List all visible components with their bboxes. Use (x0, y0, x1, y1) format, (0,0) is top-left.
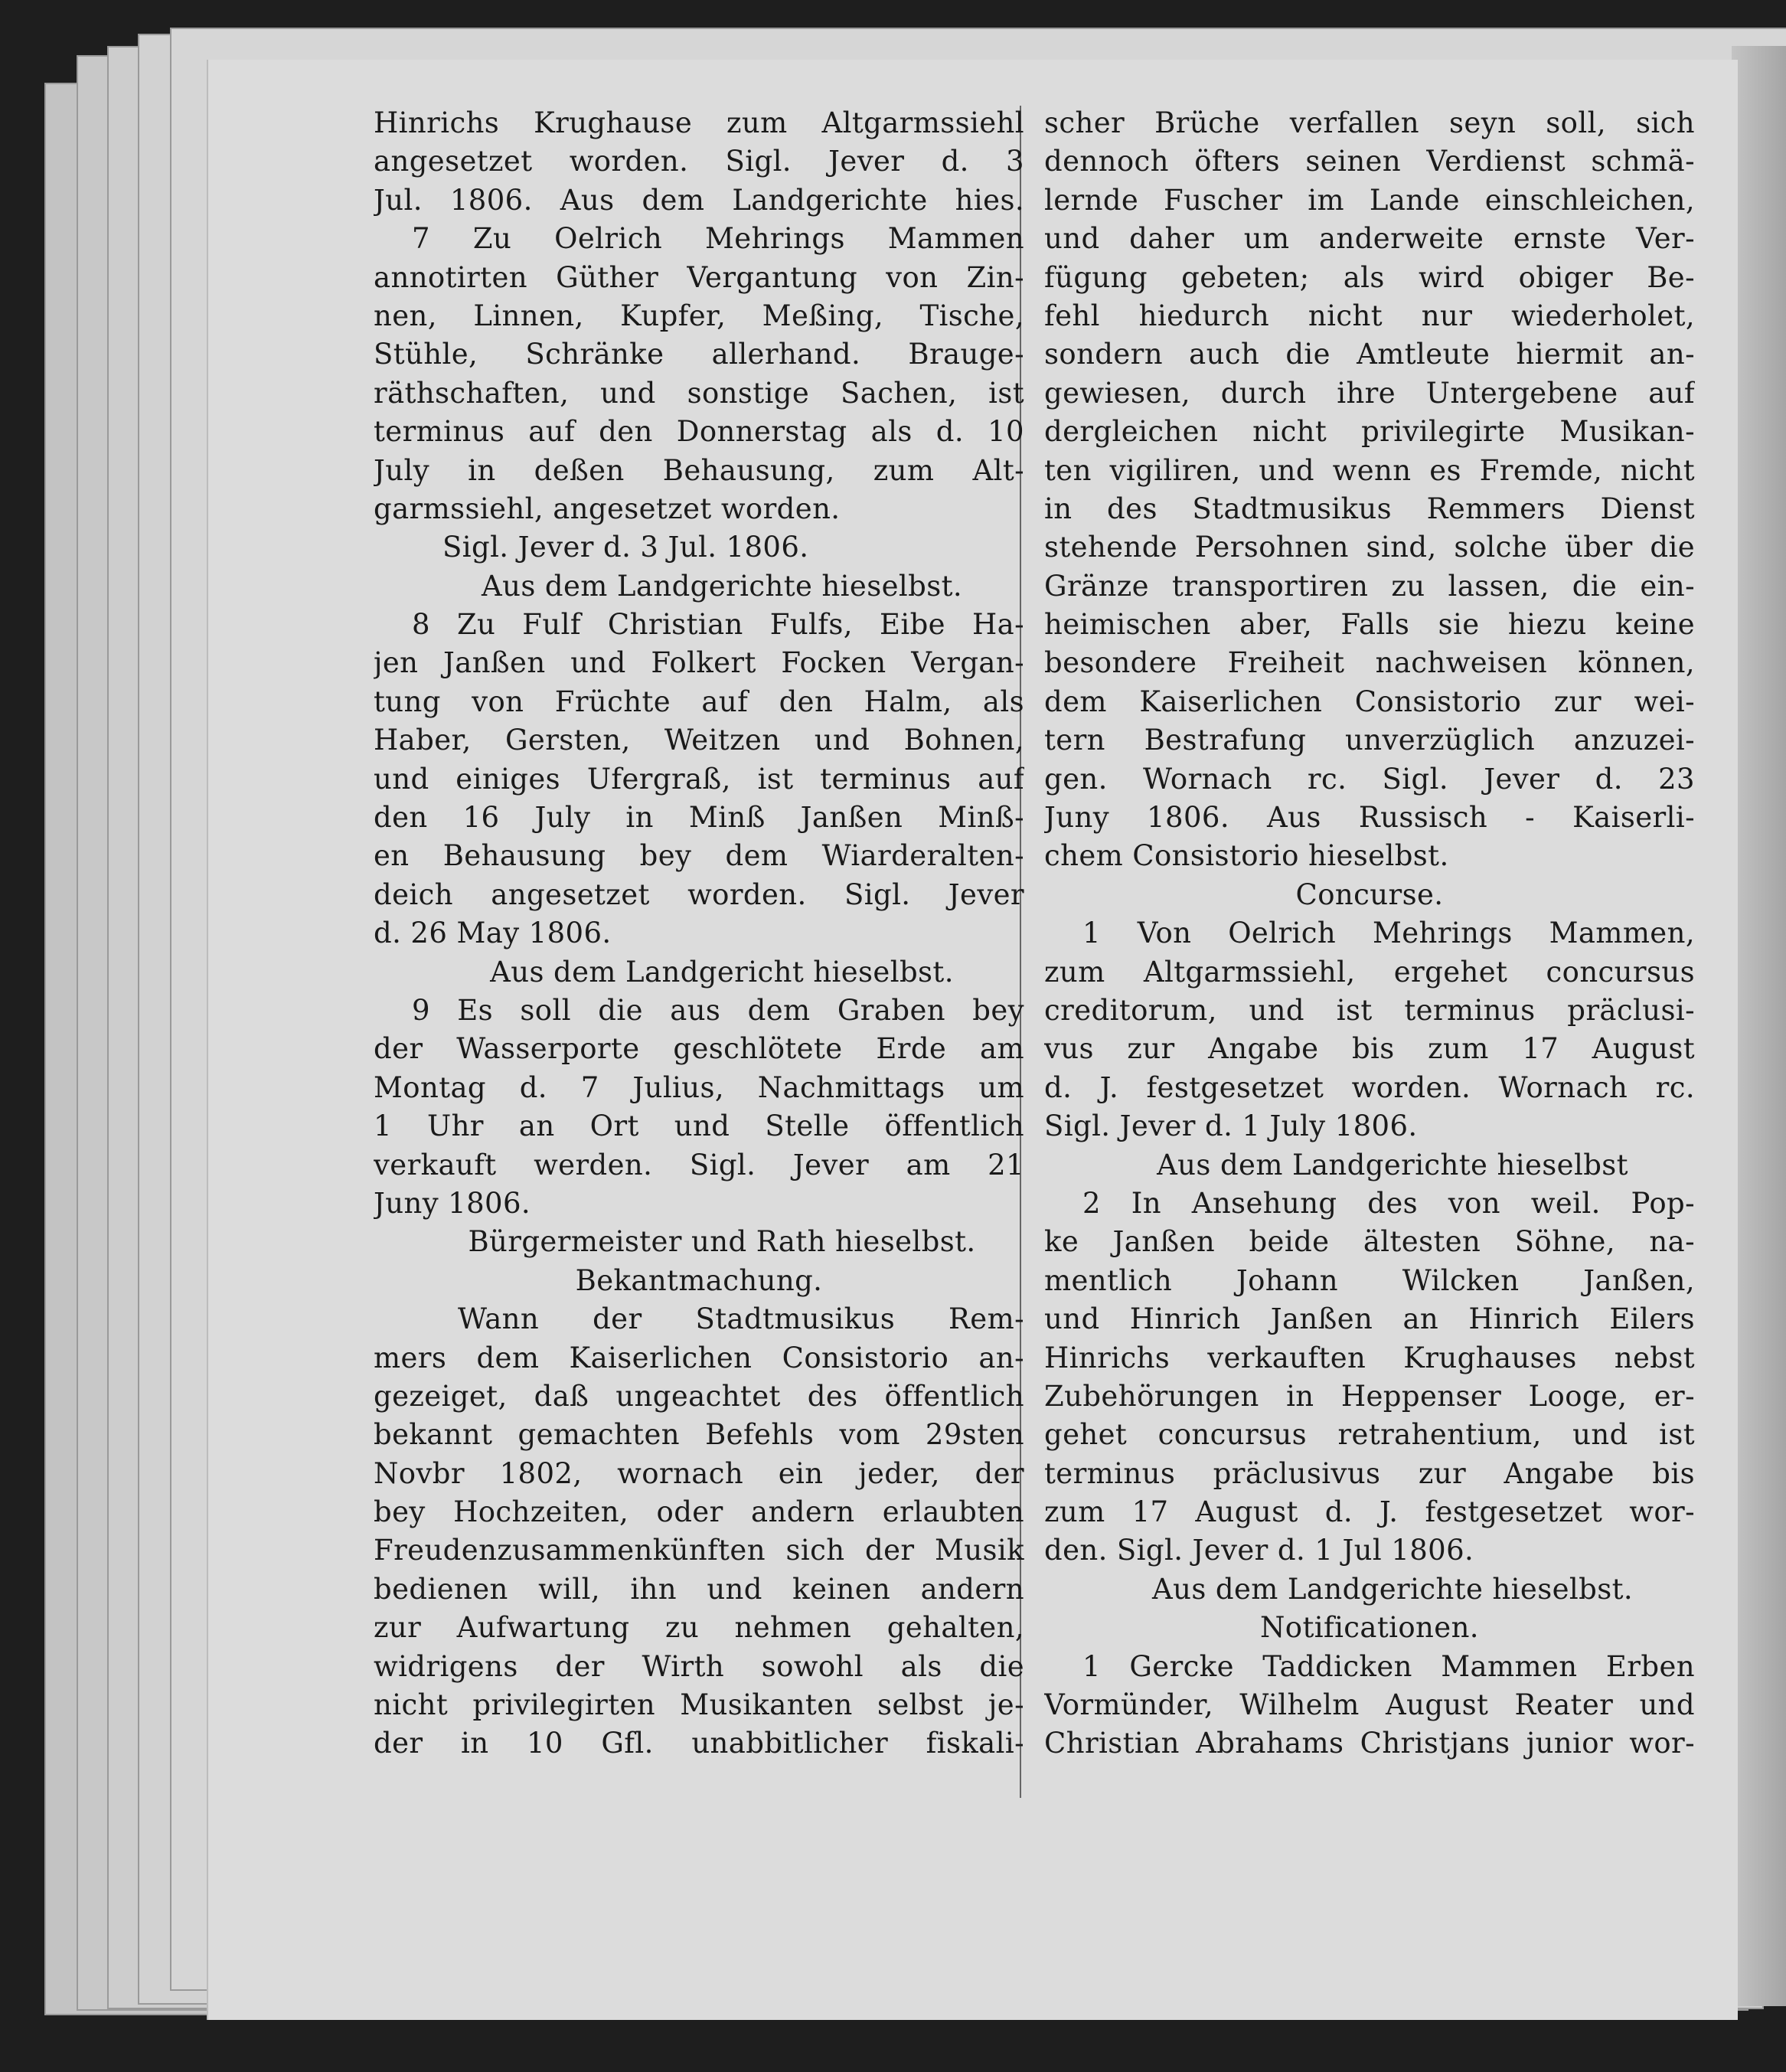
text-line: gen. Wornach rc. Sigl. Jever d. 23 (1044, 762, 1695, 796)
text-line: Sigl. Jever d. 1 July 1806. (1044, 1110, 1418, 1143)
text-line: Christian Abrahams Christjans junior wor- (1044, 1727, 1695, 1760)
text-line: Novbr 1802, wornach ein jeder, der (374, 1456, 1024, 1490)
text-line: zum Altgarmssiehl, ergehet concursus (1044, 955, 1695, 989)
text-line: chem Consistorio hieselbst. (1044, 839, 1449, 873)
text-line: scher Brüche verfallen seyn soll, sich (1044, 106, 1695, 139)
text-line: Vormünder, Wilhelm August Reater und (1044, 1688, 1695, 1722)
text-line: terminus präclusivus zur Angabe bis (1044, 1456, 1695, 1490)
text-line: nen, Linnen, Kupfer, Meßing, Tische, (374, 299, 1024, 332)
text-line: der in 10 Gfl. unabbitlicher fiskali- (374, 1727, 1024, 1760)
newspaper-page (207, 60, 1738, 2020)
text-line: verkauft werden. Sigl. Jever am 21 (374, 1148, 1024, 1181)
text-line: vus zur Angabe bis zum 17 August (1044, 1032, 1695, 1066)
text-line: 1 Uhr an Ort und Stelle öffentlich (374, 1110, 1024, 1143)
text-line: Juny 1806. (374, 1186, 531, 1220)
text-line: nicht privilegirten Musikanten selbst je- (374, 1688, 1024, 1722)
text-line: zur Aufwartung zu nehmen gehalten, (374, 1611, 1024, 1645)
text-line: ke Janßen beide ältesten Söhne, na- (1044, 1225, 1695, 1259)
text-line: 2 In Ansehung des von weil. Pop- (1082, 1186, 1695, 1220)
text-line: jen Janßen und Folkert Focken Vergan- (374, 646, 1024, 680)
text-line: Gränze transportiren zu lassen, die ein- (1044, 569, 1695, 603)
text-line: mers dem Kaiserlichen Consistorio an- (374, 1341, 1024, 1374)
text-line: dem Kaiserlichen Consistorio zur wei- (1044, 685, 1695, 718)
text-line: 9 Es soll die aus dem Graben bey (412, 993, 1024, 1027)
text-line: fehl hiedurch nicht nur wiederholet, (1044, 299, 1695, 332)
text-line: ten vigiliren, und wenn es Fremde, nicht (1044, 453, 1695, 487)
text-line: den. Sigl. Jever d. 1 Jul 1806. (1044, 1534, 1474, 1567)
text-line: lernde Fuscher im Lande einschleichen, (1044, 183, 1695, 217)
text-line: Jul. 1806. Aus dem Landgerichte hies. (374, 183, 1024, 217)
authority-line: Aus dem Landgerichte hieselbst. (481, 569, 963, 603)
text-line: besondere Freiheit nachweisen können, (1044, 646, 1695, 680)
text-line: 1 Von Oelrich Mehrings Mammen, (1082, 917, 1695, 950)
text-line: räthschaften, und sonstige Sachen, ist (374, 376, 1024, 410)
text-line: Stühle, Schränke allerhand. Brauge- (374, 338, 1024, 371)
text-line: 1 Gercke Taddicken Mammen Erben (1082, 1649, 1695, 1683)
text-line: 8 Zu Fulf Christian Fulfs, Eibe Ha- (412, 608, 1024, 642)
text-line: in des Stadtmusikus Remmers Dienst (1044, 492, 1695, 525)
section-heading: Notificationen. (1260, 1611, 1479, 1645)
next-page-edge (1732, 46, 1786, 2006)
text-line: und Hinrich Janßen an Hinrich Eilers (1044, 1302, 1695, 1336)
authority-line: Aus dem Landgerichte hieselbst (1157, 1148, 1628, 1181)
text-line: Hinrichs verkauften Krughauses nebst (1044, 1341, 1695, 1374)
text-line: Hinrichs Krughause zum Altgarmssiehl (374, 106, 1024, 139)
text-line: Freudenzusammenkünften sich der Musik (374, 1534, 1024, 1567)
authority-line: Aus dem Landgerichte hieselbst. (1151, 1572, 1634, 1606)
text-line: d. J. festgesetzet worden. Wornach rc. (1044, 1070, 1695, 1104)
text-line: terminus auf den Donnerstag als d. 10 (374, 415, 1024, 449)
text-line: gehet concursus retrahentium, und ist (1044, 1418, 1695, 1452)
text-line: bekannt gemachten Befehls vom 29sten (374, 1418, 1024, 1452)
text-line: deich angesetzet worden. Sigl. Jever (374, 877, 1024, 911)
text-line: tung von Früchte auf den Halm, als (374, 685, 1024, 718)
text-line: gewiesen, durch ihre Untergebene auf (1044, 376, 1695, 410)
text-line: zum 17 August d. J. festgesetzet wor- (1044, 1495, 1695, 1529)
text-line: und einiges Ufergraß, ist terminus auf (374, 762, 1024, 796)
text-line: sondern auch die Amtleute hiermit an- (1044, 338, 1695, 371)
text-line: Zubehörungen in Heppenser Looge, er- (1044, 1379, 1695, 1413)
text-line: widrigens der Wirth sowohl als die (374, 1649, 1024, 1683)
section-heading: Concurse. (1295, 877, 1444, 911)
text-line: July in deßen Behausung, zum Alt- (374, 453, 1024, 487)
text-line: 7 Zu Oelrich Mehrings Mammen (412, 222, 1024, 256)
right-column (1044, 104, 1695, 1763)
text-line: creditorum, und ist terminus präclusi- (1044, 993, 1695, 1027)
section-heading: Bekantmachung. (575, 1263, 823, 1297)
authority-line: Aus dem Landgericht hieselbst. (490, 955, 954, 989)
text-line: annotirten Güther Vergantung von Zin- (374, 260, 1024, 294)
text-line: garmssiehl, angesetzet worden. (374, 492, 841, 525)
left-column (374, 104, 1024, 1763)
text-line: dennoch öfters seinen Verdienst schmä- (1044, 145, 1695, 178)
text-line: mentlich Johann Wilcken Janßen, (1044, 1263, 1695, 1297)
text-line: Wann der Stadtmusikus Rem- (458, 1302, 1024, 1336)
text-line: dergleichen nicht privilegirte Musikan- (1044, 415, 1695, 449)
authority-line: Bürgermeister und Rath hieselbst. (468, 1225, 976, 1259)
text-line: gezeiget, daß ungeachtet des öffentlich (374, 1379, 1024, 1413)
text-line: bedienen will, ihn und keinen andern (374, 1572, 1024, 1606)
text-line: Juny 1806. Aus Russisch - Kaiserli- (1044, 801, 1695, 835)
text-line: den 16 July in Minß Janßen Minß- (374, 801, 1024, 835)
text-line: en Behausung bey dem Wiarderalten- (374, 839, 1024, 873)
text-line: heimischen aber, Falls sie hiezu keine (1044, 608, 1695, 642)
text-line: und daher um anderweite ernste Ver- (1044, 222, 1695, 256)
text-line: der Wasserporte geschlötete Erde am (374, 1032, 1024, 1066)
text-line: stehende Persohnen sind, solche über die (1044, 531, 1695, 564)
text-line: Montag d. 7 Julius, Nachmittags um (374, 1070, 1024, 1104)
text-line: Haber, Gersten, Weitzen und Bohnen, (374, 724, 1024, 757)
text-line: bey Hochzeiten, oder andern erlaubten (374, 1495, 1024, 1529)
text-line: fügung gebeten; als wird obiger Be- (1044, 260, 1695, 294)
signature-line: Sigl. Jever d. 3 Jul. 1806. (442, 531, 809, 564)
text-line: tern Bestrafung unverzüglich anzuzei- (1044, 724, 1695, 757)
text-line: d. 26 May 1806. (374, 917, 612, 950)
text-line: angesetzet worden. Sigl. Jever d. 3 (374, 145, 1024, 178)
